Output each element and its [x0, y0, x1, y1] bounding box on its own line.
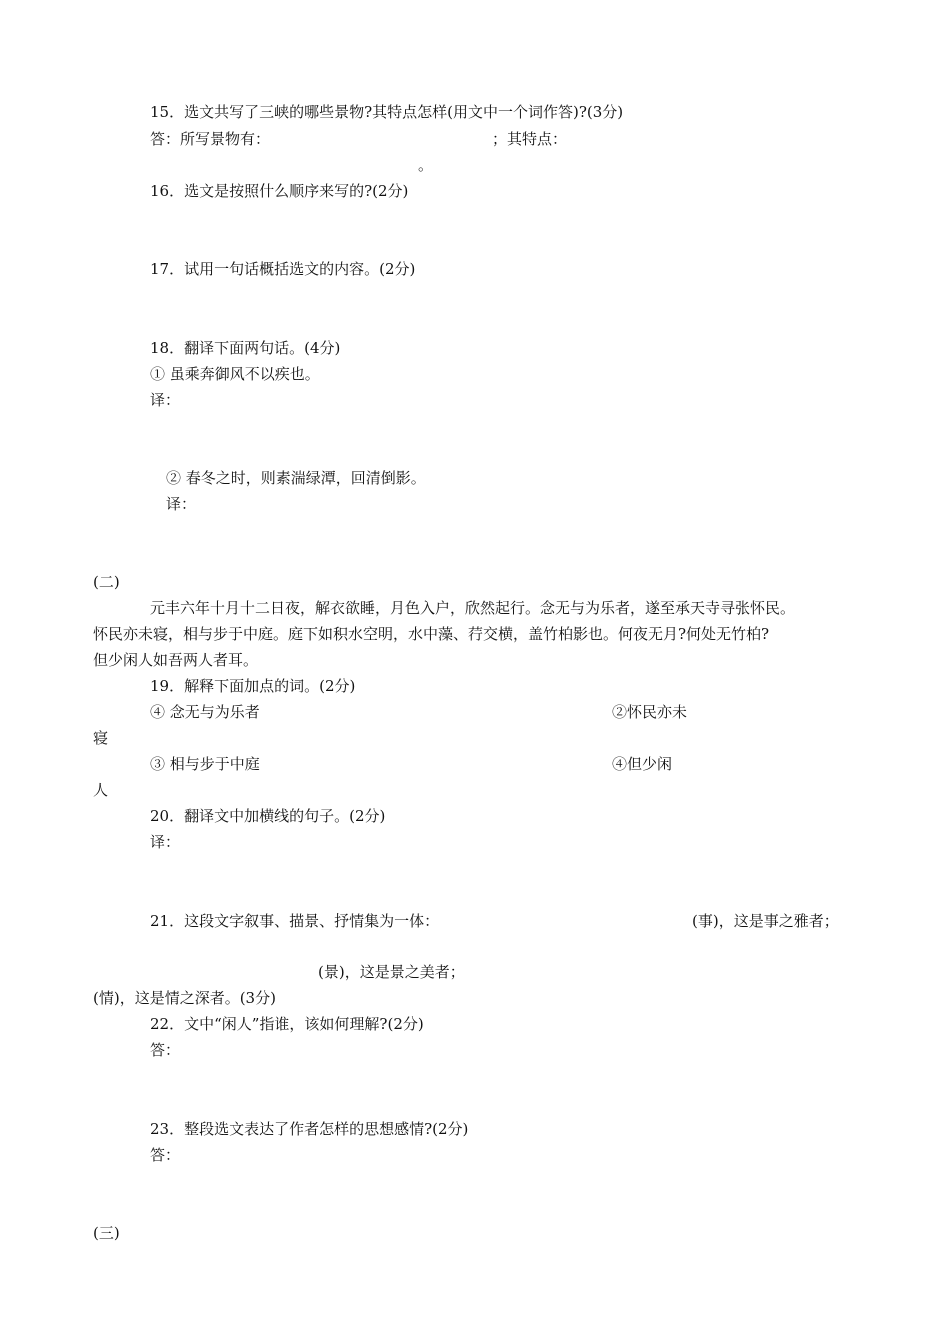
q21-part-3: (情)，这是情之深者。(3分) [93, 989, 276, 1007]
section-3-heading: (三) [93, 1224, 120, 1242]
q23-question: 23．整段选文表达了作者怎样的思想感情?(2分) [150, 1120, 469, 1138]
q15-separator: ；其特点： [492, 130, 568, 148]
q20-question: 20．翻译文中加横线的句子。(2分) [150, 807, 386, 825]
passage-line-2: 怀民亦未寝，相与步于中庭。庭下如积水空明，水中藻、荇交横，盖竹柏影也。何夜无月?何处无竹柏? [93, 625, 770, 643]
q19-item-4-wrap: 人 [93, 781, 109, 799]
q19-question: 19．解释下面加点的词。(2分) [150, 677, 356, 695]
q22-answer-label: 答： [150, 1041, 181, 1059]
q21-part-2: (景)，这是景之美者； [318, 963, 465, 981]
q19-item-2: ②怀民亦未 [612, 703, 688, 721]
q15-question: 15．选文共写了三峡的哪些景物?其特点怎样(用文中一个词作答)?(3分) [150, 103, 624, 121]
q18-sentence-1: ① 虽乘奔御风不以疾也。 [150, 365, 320, 383]
q18-translate-label-1: 译： [150, 391, 181, 409]
q19-item-1: ④ 念无与为乐者 [150, 703, 260, 721]
q22-question: 22．文中“闲人”指谁，该如何理解?(2分) [150, 1015, 424, 1033]
section-2-heading: (二) [93, 573, 120, 591]
q17-question: 17．试用一句话概括选文的内容。(2分) [150, 260, 416, 278]
q15-end-mark: 。 [418, 156, 434, 174]
passage-line-3: 但少闲人如吾两人者耳。 [93, 651, 259, 669]
passage-line-1: 元丰六年十月十二日夜，解衣欲睡，月色入户，欣然起行。念无与为乐者，遂至承天寺寻张怀民。 [150, 599, 796, 617]
q19-item-2-wrap: 寝 [93, 729, 109, 747]
q21-question: 21．这段文字叙事、描景、抒情集为一体： [150, 912, 440, 930]
q19-item-4: ④但少闲 [612, 755, 673, 773]
q18-question: 18．翻译下面两句话。(4分) [150, 339, 341, 357]
q16-question: 16．选文是按照什么顺序来写的?(2分) [150, 182, 409, 200]
q21-part-1: (事)，这是事之雅者； [692, 912, 839, 930]
q15-answer-label: 答：所写景物有： [150, 130, 271, 148]
q20-translate-label: 译： [150, 833, 181, 851]
q19-item-3: ③ 相与步于中庭 [150, 755, 260, 773]
q18-sentence-2: ② 春冬之时，则素湍绿潭，回清倒影。 [166, 469, 426, 487]
q23-answer-label: 答： [150, 1146, 181, 1164]
q18-translate-label-2: 译： [166, 495, 197, 513]
